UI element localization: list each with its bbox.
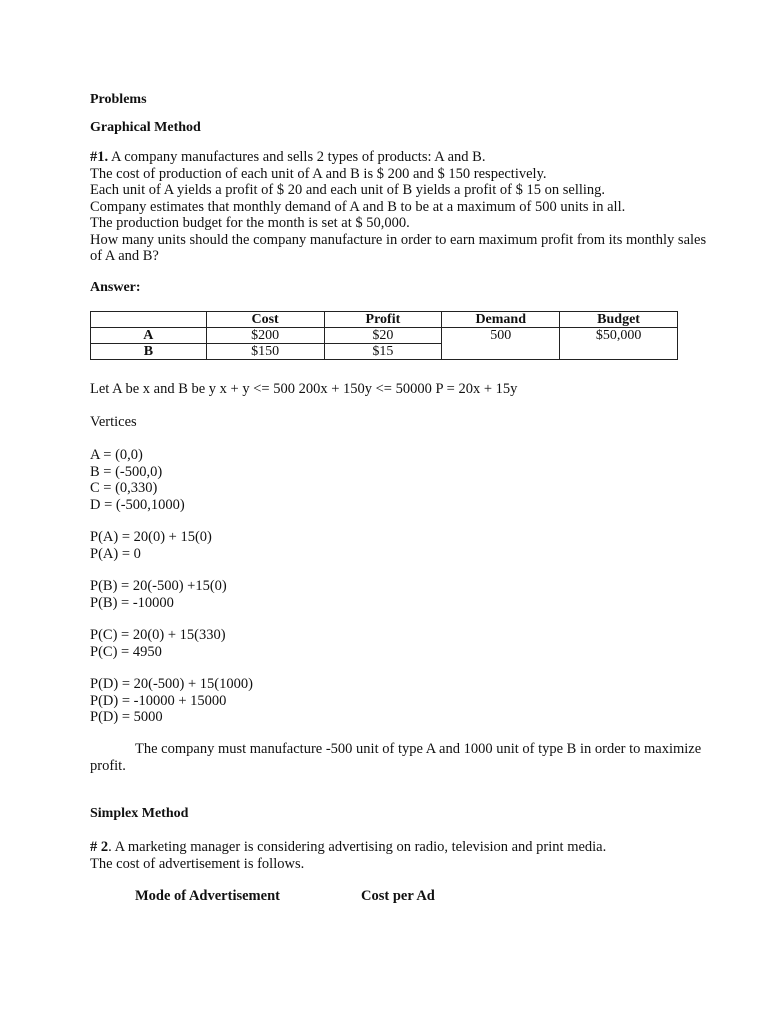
conclusion-line: profit. [90,757,126,774]
calc-line: P(A) = 20(0) + 15(0) [90,529,212,545]
calc-line: P(D) = 20(-500) + 15(1000) [90,676,253,692]
problem-1-statement [90,149,707,265]
problem-2-first-line: # 2. A marketing manager is considering advertising on radio, television and print media. [90,839,607,855]
calc-line: P(C) = 4950 [90,643,162,660]
problem-2-number: # 2 [90,839,109,855]
vertex-item: B = (-500,0) [90,463,163,480]
problem-1-line: Company estimates that monthly demand of A and B to be at a maximum of 500 units in all. [90,198,626,215]
calc-line: P(B) = -10000 [90,594,174,611]
vertex-item: C = (0,330) [90,480,158,496]
table-header-row [91,312,678,328]
calc-group-a [90,529,690,562]
calc-line: P(D) = 5000 [90,709,163,725]
problem-1-line: The production budget for the month is set at $ 50,000. [90,215,410,231]
budget-cell: $50,000 [560,328,678,360]
answer-label: Answer: [90,280,141,295]
row-label: A [91,328,207,344]
demand-cell: 500 [442,328,560,360]
problem-1-line: How many units should the company manufacture in order to earn maximum profit from its monthly sales [90,231,707,248]
mode-of-advertisement-header: Mode of Advertisement [135,888,280,904]
let-statement: Let A be x and B be y x + y <= 500 200x + 150y <= 50000 P = 20x + 15y [90,381,518,397]
problem-2-statement [90,839,690,872]
table-header-cell [91,312,207,328]
problem-1-first-line: #1. A company manufactures and sells 2 types of products: A and B. [90,149,486,165]
calc-line: P(A) = 0 [90,545,141,562]
graphical-method-heading: Graphical Method [90,120,201,135]
calc-group-c [90,627,690,660]
simplex-method-heading: Simplex Method [90,806,189,821]
problem-2-line: The cost of advertisement is follows. [90,855,305,872]
conclusion-line: The company must manufacture -500 unit of type A and 1000 unit of type B in order to maximize [135,741,702,757]
cost-cell: $150 [206,344,324,360]
profit-cell: $15 [324,344,442,360]
cost-cell: $200 [206,328,324,344]
calc-line: P(C) = 20(0) + 15(330) [90,627,226,643]
problem-1-number: #1. [90,149,109,165]
cost-profit-table [90,311,678,360]
table-header-demand: Demand [442,312,560,328]
calc-group-b [90,578,690,611]
row-label: B [91,344,207,360]
calc-line: P(D) = -10000 + 15000 [90,692,227,709]
table-header-budget: Budget [560,312,678,328]
problems-heading: Problems [90,92,147,107]
conclusion-paragraph [90,741,702,774]
vertex-item: A = (0,0) [90,447,143,463]
problem-1-line: The cost of production of each unit of A and B is $ 200 and $ 150 respectively. [90,165,547,182]
vertices-list [90,447,690,513]
calc-group-d [90,676,690,726]
cost-per-ad-header: Cost per Ad [361,888,435,904]
problem-1-line: Each unit of A yields a profit of $ 20 and each unit of B yields a profit of $ 15 on selling. [90,182,606,198]
vertex-item: D = (-500,1000) [90,496,185,513]
table-header-cost: Cost [206,312,324,328]
problem-1-line: of A and B? [90,248,159,264]
table-row [91,328,678,344]
table-header-profit: Profit [324,312,442,328]
vertices-label: Vertices [90,414,137,430]
calc-line: P(B) = 20(-500) +15(0) [90,578,227,594]
profit-cell: $20 [324,328,442,344]
